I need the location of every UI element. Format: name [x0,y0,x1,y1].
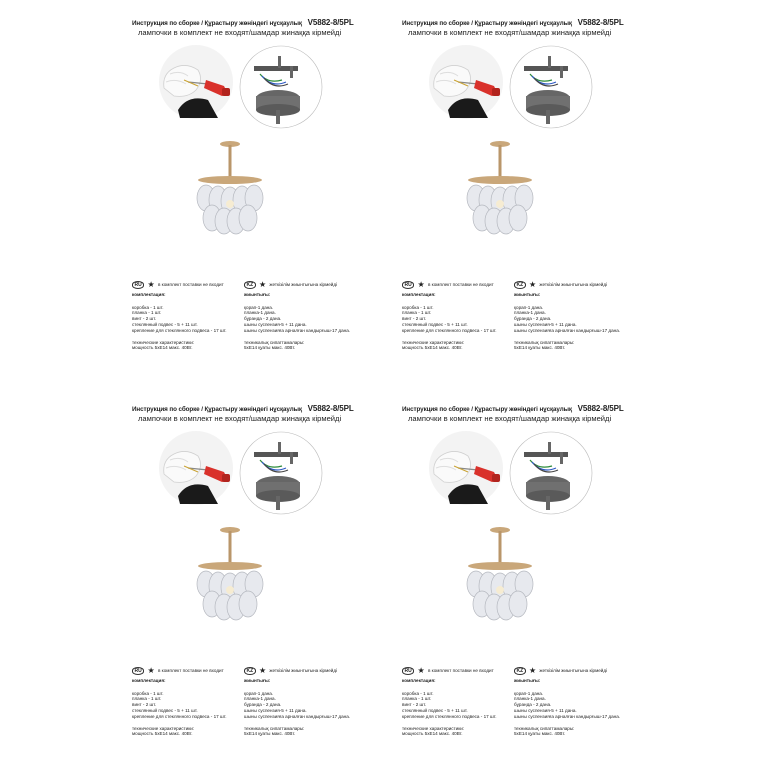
kz-spec-value: 5xE14 қуаты макс. 40Вт. [244,731,296,737]
kz-item: планка-1 дана. [514,696,546,702]
kz-item: шыны суспензияға арналған кандырғыш-17 дана. [514,327,621,333]
header-line-1 [132,404,354,413]
star-icon: ★ [528,666,537,675]
kz-spec-title: техникалық сипаттамалары: [244,725,305,731]
ru-title: комплектация: [132,678,166,683]
ru-spec-value: мощность 5xE14 макс. 40Вт. [132,345,193,351]
kz-item: бұранда - 2 дана. [244,702,282,708]
ru-item: крепление для стеклянного подвеса - 17 шт. [402,713,497,719]
kz-note: жеткізілім жиынтығына кірмейді [539,282,608,287]
ru-spec-title: технические характеристики: [402,339,465,345]
kz-item: планка-1 дана. [244,696,276,702]
ru-note: в комплект поставки не входит [427,668,494,673]
kz-spec-title: техникалық сипаттамалары: [514,339,575,345]
kz-item: шыны суспензияға арналған кандырғыш-17 дана. [514,713,621,719]
ru-item: винт - 2 шт. [402,316,427,322]
kz-item: планка-1 дана. [514,310,546,316]
ru-section [132,667,242,737]
instruction-sheet-top-right [390,14,660,384]
kz-note: жеткізілім жиынтығына кірмейді [539,668,608,673]
star-icon: ★ [147,280,155,289]
header-title: Инструкция по сборке / Құрастыру жөніндегі нұсқаулық [132,406,302,413]
kz-item: бұранда - 2 дана. [244,316,282,322]
ru-spec-title: технические характеристики: [132,725,195,731]
star-icon: ★ [258,666,267,675]
ru-spec-value: мощность 5xE14 макс. 40Вт. [402,345,463,351]
header-line-2: лампочки в комплект не входят/шамдар жинаққа кірмейді [408,414,612,423]
chandelier-illustration [190,526,270,646]
ru-item: стеклянный подвес - 5 + 11 шт. [132,321,198,327]
instruction-sheet-bottom-right [390,400,660,770]
wiring-diagram [238,44,324,130]
ru-item: коробка - 1 шт. [402,690,434,696]
ru-badge: RU [402,281,414,289]
header-line-1 [402,404,624,413]
header-line-1 [132,18,354,27]
kz-title: жиынтығы: [514,678,541,683]
instruction-sheet-top-left [120,14,390,384]
ru-item: коробка - 1 шт. [132,304,164,310]
wiring-diagram [508,44,594,130]
kz-title: жиынтығы: [244,678,271,683]
header-line-2: лампочки в комплект не входят/шамдар жинаққа кірмейді [138,414,342,423]
instruction-sheet-bottom-left [120,400,390,770]
wiring-diagram [508,430,594,516]
star-icon: ★ [147,666,155,675]
chandelier-illustration [460,526,540,646]
kz-section [244,281,384,351]
chandelier-illustration [460,140,540,260]
ru-item: стеклянный подвес - 5 + 11 шт. [402,707,468,713]
kz-item: қорап-1 дана. [244,690,274,696]
ru-title: комплектация: [132,292,166,297]
header-title: Инструкция по сборке / Құрастыру жөніндегі нұсқаулық [132,20,302,27]
ru-title: комплектация: [402,292,436,297]
screwdriver-photo [158,430,234,506]
kz-item: қорап-1 дана. [514,690,544,696]
header-line-1 [402,18,624,27]
kz-title: жиынтығы: [514,292,541,297]
ru-item: стеклянный подвес - 5 + 11 шт. [132,707,198,713]
ru-item: винт - 2 шт. [132,702,157,708]
kz-section [244,667,384,737]
ru-title: комплектация: [402,678,436,683]
ru-item: стеклянный подвес - 5 + 11 шт. [402,321,468,327]
ru-item: коробка - 1 шт. [132,690,164,696]
kz-item: шыны суспензияға арналған кандырғыш-17 дана. [244,713,351,719]
model-number: V5882-8/5PL [577,404,624,413]
kz-item: шыны суспензия-5 + 11 дана. [244,321,307,327]
ru-item: винт - 2 шт. [402,702,427,708]
kz-item: шыны суспензияға арналған кандырғыш-17 дана. [244,327,351,333]
star-icon: ★ [258,280,267,289]
ru-item: планка - 1 шт. [402,310,432,316]
kz-note: жеткізілім жиынтығына кірмейді [269,282,338,287]
ru-item: планка - 1 шт. [132,696,162,702]
screwdriver-photo [158,44,234,120]
kz-spec-value: 5xE14 қуаты макс. 40Вт. [244,345,296,351]
ru-badge: RU [132,667,144,675]
ru-note: в комплект поставки не входит [157,668,224,673]
kz-section [514,667,654,737]
kz-item: қорап-1 дана. [244,304,274,310]
kz-badge: KZ [514,667,526,675]
ru-badge: RU [132,281,144,289]
ru-note: в комплект поставки не входит [157,282,224,287]
ru-item: планка - 1 шт. [402,696,432,702]
kz-badge: KZ [244,667,256,675]
kz-spec-value: 5xE14 қуаты макс. 40Вт. [514,731,566,737]
kz-item: қорап-1 дана. [514,304,544,310]
kz-section [514,281,654,351]
ru-note: в комплект поставки не входит [427,282,494,287]
kz-badge: KZ [514,281,526,289]
ru-item: крепление для стеклянного подвеса - 17 шт. [132,713,227,719]
ru-item: крепление для стеклянного подвеса - 17 шт. [402,327,497,333]
kz-item: планка-1 дана. [244,310,276,316]
kz-item: шыны суспензия-5 + 11 дана. [514,321,577,327]
model-number: V5882-8/5PL [307,404,354,413]
header-line-2: лампочки в комплект не входят/шамдар жинаққа кірмейді [408,28,612,37]
ru-item: крепление для стеклянного подвеса - 17 шт. [132,327,227,333]
header-line-2: лампочки в комплект не входят/шамдар жинаққа кірмейді [138,28,342,37]
ru-spec-title: технические характеристики: [402,725,465,731]
ru-badge: RU [402,667,414,675]
kz-item: шыны суспензия-5 + 11 дана. [244,707,307,713]
ru-section [132,281,242,351]
kz-note: жеткізілім жиынтығына кірмейді [269,668,338,673]
ru-spec-value: мощность 5xE14 макс. 40Вт. [132,731,193,737]
ru-item: винт - 2 шт. [132,316,157,322]
chandelier-illustration [190,140,270,260]
star-icon: ★ [417,666,425,675]
ru-spec-value: мощность 5xE14 макс. 40Вт. [402,731,463,737]
kz-spec-title: техникалық сипаттамалары: [514,725,575,731]
star-icon: ★ [417,280,425,289]
ru-section [402,281,512,351]
model-number: V5882-8/5PL [577,18,624,27]
kz-title: жиынтығы: [244,292,271,297]
kz-badge: KZ [244,281,256,289]
screwdriver-photo [428,44,504,120]
header-title: Инструкция по сборке / Құрастыру жөніндегі нұсқаулық [402,406,572,413]
wiring-diagram [238,430,324,516]
ru-item: коробка - 1 шт. [402,304,434,310]
kz-item: шыны суспензия-5 + 11 дана. [514,707,577,713]
kz-item: бұранда - 2 дана. [514,316,552,322]
ru-spec-title: технические характеристики: [132,339,195,345]
ru-item: планка - 1 шт. [132,310,162,316]
ru-section [402,667,512,737]
model-number: V5882-8/5PL [307,18,354,27]
kz-spec-value: 5xE14 қуаты макс. 40Вт. [514,345,566,351]
kz-spec-title: техникалық сипаттамалары: [244,339,305,345]
screwdriver-photo [428,430,504,506]
star-icon: ★ [528,280,537,289]
kz-item: бұранда - 2 дана. [514,702,552,708]
header-title: Инструкция по сборке / Құрастыру жөніндегі нұсқаулық [402,20,572,27]
